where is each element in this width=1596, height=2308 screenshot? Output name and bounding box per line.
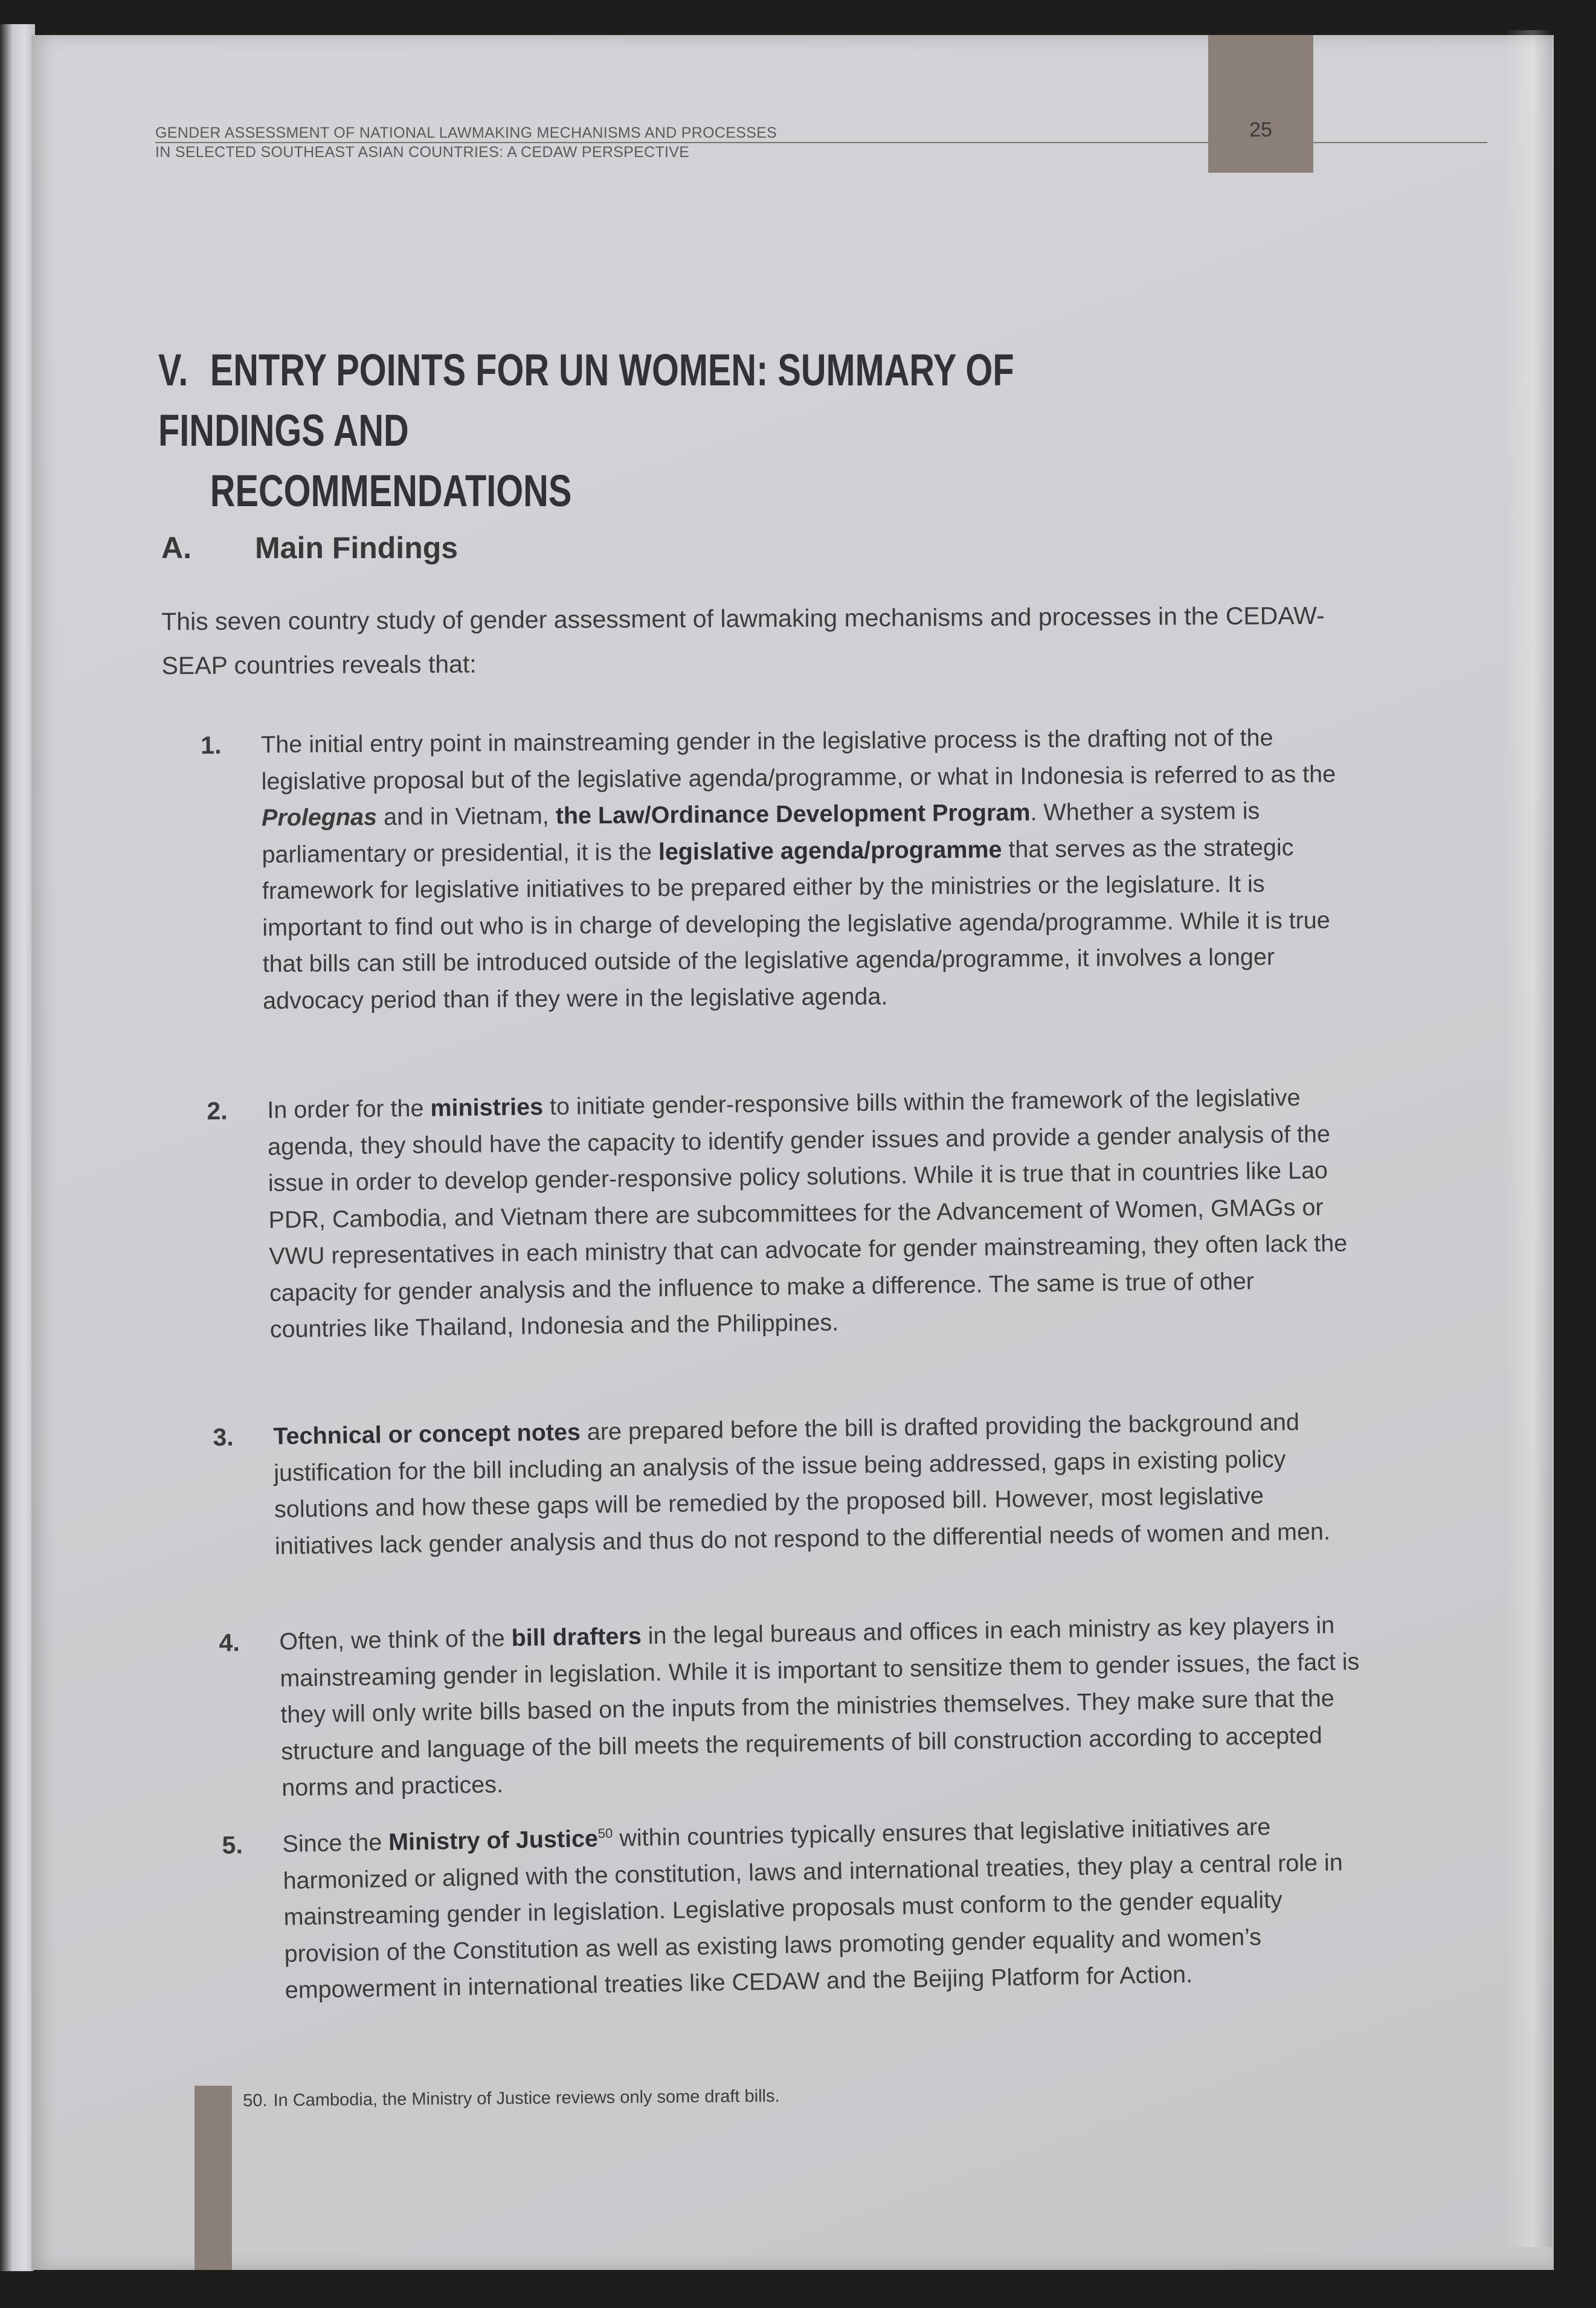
finding-emphasis: Prolegnas (261, 803, 378, 831)
finding-item-1 (201, 719, 1344, 1019)
finding-item-3 (213, 1403, 1356, 1564)
footnote-text: In Cambodia, the Ministry of Justice reviews only some draft bills. (273, 2086, 780, 2110)
chapter-title-line2: RECOMMENDATIONS (210, 466, 572, 516)
section-letter: A. (161, 531, 191, 565)
finding-text: that serves as the strategic framework for legislative initiatives to be prepared either by the ministries or the legislature. It is important to find out who is in charge of developing the legislative agenda/programme. While it is true that bills can still be introduced outside of the legislative agenda/programme, it involves a longer advocacy period than if they were in the legislative agenda. (262, 834, 1330, 1014)
left-page-edge (0, 24, 35, 2271)
findings-list (31, 35, 1554, 2270)
finding-text: are prepared before the bill is drafted providing the background and justification for the bill including an analysis of the issue being addressed, gaps in existing policy solutions and how these gaps will be remedied by the proposed bill. However, most legislative initiatives lack gender analysis and thus do not respond to the differential needs of women and men. (273, 1409, 1331, 1560)
finding-number: 2. (207, 1096, 228, 1125)
chapter-number: V. (158, 345, 188, 395)
footnote-number: 50. (243, 2091, 268, 2110)
finding-text: . Whether a system is parliamentary or presidential, it is the (262, 797, 1260, 868)
finding-text: The initial entry point in mainstreaming gender in the legislative process is the drafting not of the legislative proposal but of the legislative agenda/programme, or what in Indonesia is referred to as the (261, 724, 1336, 795)
finding-bold-term: ministries (430, 1093, 544, 1122)
footnote-bar (195, 2086, 232, 2270)
finding-bold-term: the Law/Ordinance Development Program (555, 799, 1031, 829)
document-page (31, 35, 1554, 2270)
chapter-title-line1: ENTRY POINTS FOR UN WOMEN: SUMMARY OF FINDINGS AND (158, 345, 1014, 455)
page-number: 25 (1249, 118, 1272, 141)
finding-bold-term: bill drafters (511, 1622, 642, 1651)
running-head-line1: GENDER ASSESSMENT OF NATIONAL LAWMAKING MECHANISMS AND PROCESSES (155, 124, 777, 141)
finding-text: to initiate gender-responsive bills within the framework of the legislative agenda, they should have the capacity to identify gender issues and provide a gender analysis of the issue in order to develop gender-responsive policy solutions. While it is true that in countries like Lao PDR, Cambodia, and Vietnam there are subcommittees for the Advancement of Women, GMAGs or VWU representatives in each ministry that can advocate for gender mainstreaming, they often lack the capacity for gender analysis and the influence to make a difference. The same is true of other countries like Thailand, Indonesia and the Philippines. (267, 1084, 1348, 1343)
finding-text: In order for the (267, 1095, 431, 1123)
intro-paragraph: This seven country study of gender assessment of lawmaking mechanisms and processes in the CEDAW-SEAP countries reveals that: (161, 601, 1325, 680)
finding-item-5 (222, 1807, 1366, 2009)
finding-number: 3. (213, 1422, 234, 1451)
running-head-line2: IN SELECTED SOUTHEAST ASIAN COUNTRIES: A CEDAW PERSPECTIVE (155, 144, 690, 161)
finding-number: 5. (222, 1831, 243, 1859)
footnote-reference: 50 (597, 1825, 613, 1841)
finding-text: Often, we think of the (279, 1624, 512, 1655)
finding-bold-term: legislative agenda/programme (658, 835, 1002, 865)
finding-bold-term: Technical or concept notes (273, 1418, 581, 1450)
finding-item-4 (219, 1607, 1363, 1807)
finding-bold-term: Ministry of Justice (388, 1825, 599, 1856)
finding-text: within countries typically ensures that legislative initiatives are harmonized or aligned with the constitution, laws and international treaties, they play a central role in mainstreaming gender in legislation. Legislative proposals must conform to the gender equality provision of the Constitution as well as existing laws promoting gender equality and women’s empowerment in international treaties like CEDAW and the Beijing Platform for Action. (283, 1813, 1343, 2004)
finding-text: in the legal bureaus and offices in each ministry as key players in mainstreaming gender in legislation. While it is important to sensitize them to gender issues, the fact is they will only write bills based on the inputs from the ministries themselves. They make sure that the structure and language of the bill meets the requirements of bill construction according to accepted norms and practices. (280, 1612, 1360, 1801)
section-title: Main Findings (255, 531, 459, 565)
finding-text: Since the (282, 1828, 389, 1857)
finding-text: and in Vietnam, (376, 802, 556, 831)
finding-number: 4. (219, 1628, 240, 1657)
finding-item-2 (207, 1079, 1351, 1348)
finding-number: 1. (201, 731, 222, 759)
